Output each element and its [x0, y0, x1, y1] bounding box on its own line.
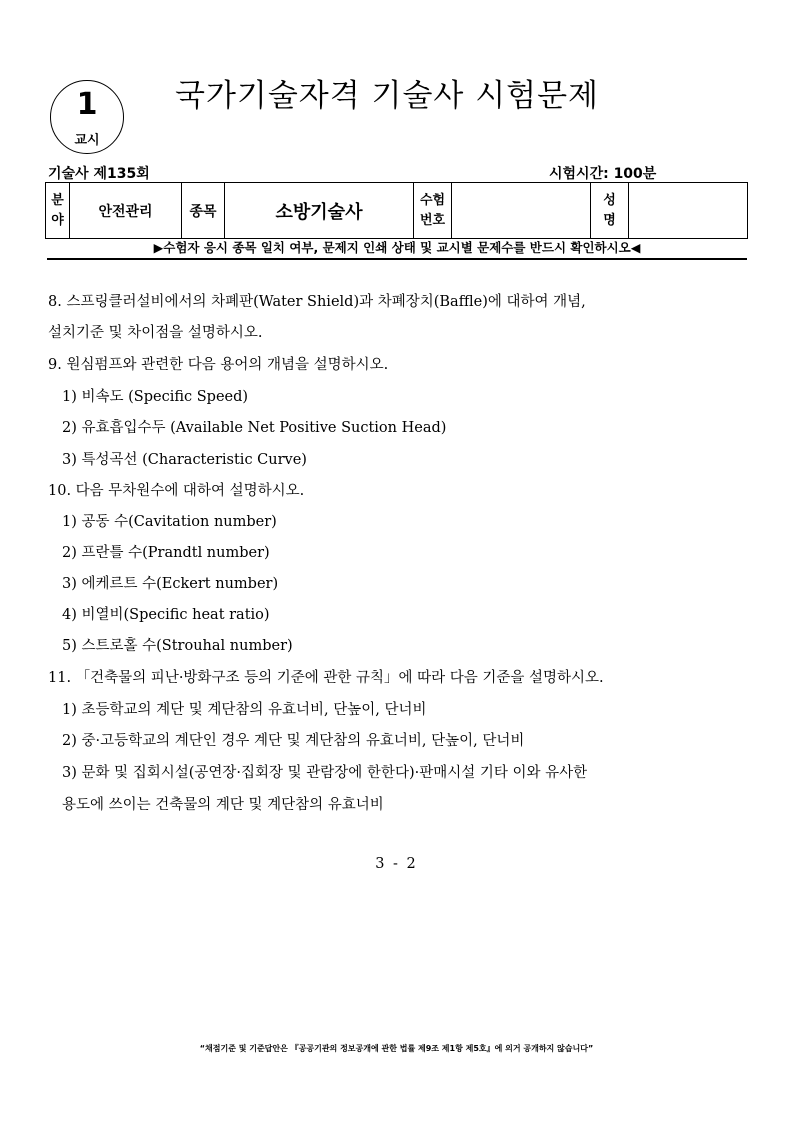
question-9-title: 9. 원심펌프와 관련한 다음 용어의 개념을 설명하시오. [48, 357, 389, 373]
field-label-cell [46, 183, 70, 239]
name-label-cell [591, 183, 629, 239]
name-label-line: 명 [603, 212, 616, 228]
question-10-item-1: 1) 공동 수(Cavitation number) [62, 514, 277, 530]
session-badge [50, 80, 124, 154]
exam-number-label-cell [414, 183, 452, 239]
exam-info-table [45, 182, 748, 239]
question-11-item-2: 2) 중·고등학교의 계단인 경우 계단 및 계단참의 유효너비, 단높이, 단너비 [62, 733, 525, 749]
question-8-line-1: 8. 스프링클러설비에서의 차폐판(Water Shield)과 차폐장치(Baffle)에 대하여 개념, [48, 294, 586, 310]
exam-number-label-line: 번호 [419, 212, 446, 228]
field-label-line: 분 [51, 192, 64, 208]
name-field[interactable] [629, 183, 748, 239]
question-11-item-3-cont: 용도에 쓰이는 건축물의 계단 및 계단참의 유효너비 [62, 797, 384, 813]
exam-time: 시험시간: 100분 [549, 166, 657, 182]
question-9-item-1: 1) 비속도 (Specific Speed) [62, 389, 249, 405]
question-11-item-1: 1) 초등학교의 계단 및 계단참의 유효너비, 단높이, 단너비 [62, 702, 427, 718]
question-8-line-2: 설치기준 및 차이점을 설명하시오. [48, 325, 263, 341]
question-10-item-3: 3) 에케르트 수(Eckert number) [62, 576, 279, 592]
question-11-item-3: 3) 문화 및 집회시설(공연장·집회장 및 관람장에 한한다)·판매시설 기타 이와 유사한 [62, 765, 588, 781]
question-10-item-5: 5) 스트로홀 수(Strouhal number) [62, 638, 293, 654]
exam-round: 기술사 제135회 [48, 166, 150, 182]
category-label: 종목 [182, 183, 225, 239]
session-number: 1 [76, 87, 98, 122]
field-value: 안전관리 [70, 183, 182, 239]
name-label-line: 성 [603, 192, 616, 208]
question-9-item-2: 2) 유효흡입수두 (Available Net Positive Suction Head) [62, 420, 447, 436]
field-label-line: 야 [51, 212, 64, 228]
page-number: 3 - 2 [375, 856, 418, 872]
question-10-item-2: 2) 프란틀 수(Prandtl number) [62, 545, 270, 561]
category-value: 소방기술사 [225, 183, 414, 239]
question-9-item-3: 3) 특성곡선 (Characteristic Curve) [62, 452, 307, 468]
session-label: 교시 [74, 133, 100, 148]
question-11-title: 11. 「건축물의 피난·방화구조 등의 기준에 관한 규칙」에 따라 다음 기준을 설명하시오. [48, 670, 604, 686]
footer-notice: “채점기준 및 기준답안은 『공공기관의 정보공개에 관한 법률 제9조 제1항 제5호』에 의거 공개하지 않습니다” [199, 1044, 594, 1053]
exam-notice: ▶수험자 응시 종목 일치 여부, 문제지 인쇄 상태 및 교시별 문제수를 반드시 확인하시오◀ [47, 238, 747, 260]
question-10-title: 10. 다음 무차원수에 대하여 설명하시오. [48, 483, 305, 499]
exam-number-field[interactable] [452, 183, 591, 239]
exam-number-label-line: 수험 [419, 192, 446, 208]
question-10-item-4: 4) 비열비(Specific heat ratio) [62, 607, 270, 623]
exam-title: 국가기술자격 기술사 시험문제 [175, 78, 600, 114]
